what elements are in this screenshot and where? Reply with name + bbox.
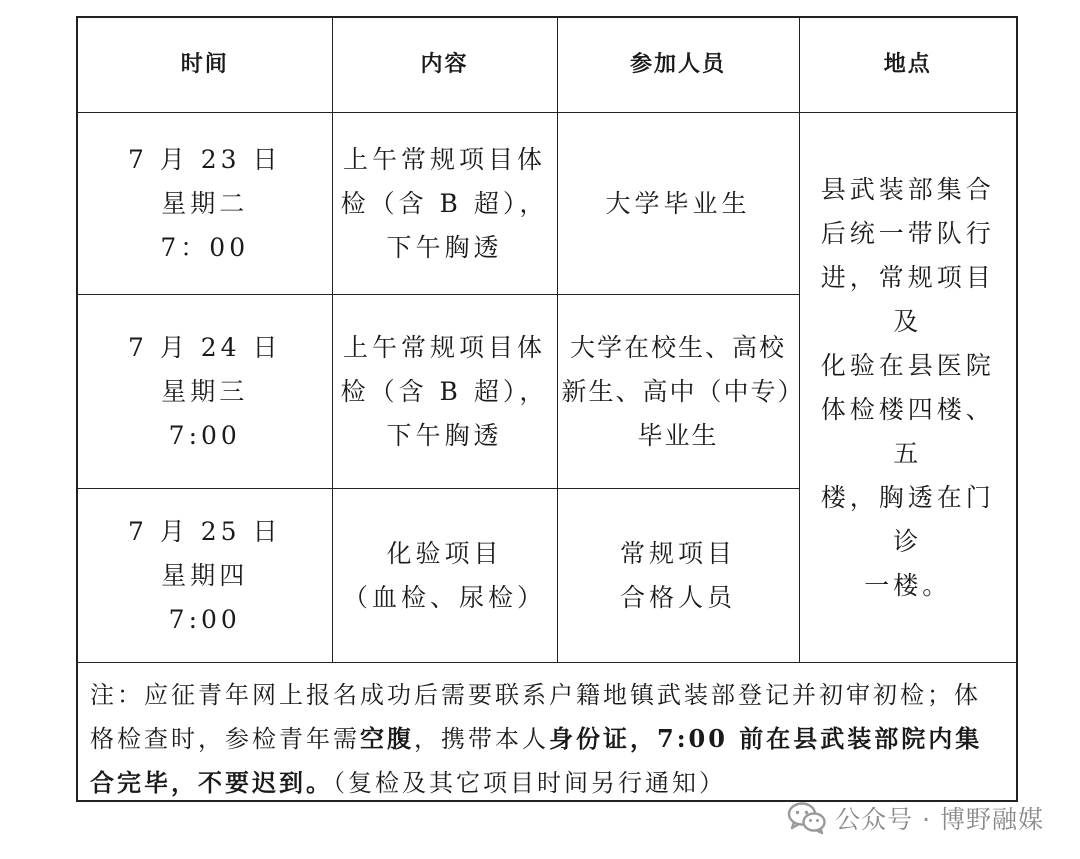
participants-line: 大学毕业生 [605, 188, 751, 218]
location-line: 县武装部集合 [820, 174, 995, 204]
participants-line: 合格人员 [619, 582, 736, 612]
participants-line: 新生、高中（中专） [561, 376, 805, 406]
content-line: 化验项目 [386, 538, 503, 568]
content-line: 上午常规项目体 [342, 144, 546, 174]
time-cell [78, 113, 332, 295]
participants-cell [557, 295, 805, 489]
header-participants: 参加人员 [557, 18, 799, 113]
content-cell [332, 489, 557, 663]
schedule-document [76, 16, 1018, 802]
content-line: 上午常规项目体 [342, 332, 546, 362]
note-text: （复检及其它项目时间另行通知） [333, 769, 726, 797]
weekday-text: 星期四 [161, 560, 249, 590]
date-text: 7 月 23 日 [127, 144, 282, 174]
participants-cell [557, 113, 799, 295]
schedule-table [78, 18, 1016, 663]
content-cell [332, 113, 557, 295]
table-row [78, 113, 1016, 295]
location-line: 楼，胸透在门诊 [820, 482, 995, 556]
note-text: ，携带本人 [414, 725, 549, 753]
content-line: （血检、尿检） [342, 582, 546, 612]
note-paragraph [78, 664, 1016, 800]
header-location: 地点 [799, 18, 1016, 113]
location-line: 后统一带队行 [820, 218, 995, 248]
note-emphasis-id-card: 身份证，7:00 前在县武装部院内集合完毕，不要迟到。 [90, 724, 983, 797]
note-text: 注：应征青年网上报名成功后需要联系户籍地镇武装部登记并初审初检；体格检查时，参检青年需 [90, 681, 981, 753]
content-line: 检（含 B 超）， [340, 376, 549, 406]
participants-line: 大学在校生、高校 [569, 332, 786, 362]
wechat-icon [787, 801, 827, 835]
table-header-row [78, 18, 1016, 113]
participants-line: 常规项目 [619, 538, 736, 568]
clock-text: 7:00 [168, 604, 241, 634]
watermark [787, 798, 1044, 838]
location-line: 体检楼四楼、五 [820, 394, 995, 468]
content-line: 下午胸透 [386, 420, 503, 450]
watermark-text: 公众号 · 博野融媒 [835, 805, 1044, 834]
header-content: 内容 [332, 18, 557, 113]
note-emphasis-fasting: 空腹 [360, 724, 414, 753]
weekday-text: 星期三 [161, 376, 249, 406]
participants-line: 毕业生 [637, 420, 719, 450]
time-cell [78, 489, 332, 663]
header-time: 时间 [78, 18, 332, 113]
location-line: 化验在县医院 [820, 350, 995, 380]
location-line: 进，常规项目及 [820, 262, 995, 336]
location-line: 一楼。 [864, 570, 952, 600]
participants-cell [557, 489, 799, 663]
date-text: 7 月 24 日 [127, 332, 282, 362]
time-cell [78, 295, 332, 489]
clock-text: 7:00 [168, 420, 241, 450]
content-line: 下午胸透 [386, 232, 503, 262]
clock-text: 7：00 [160, 232, 250, 262]
location-cell [799, 113, 1016, 663]
date-text: 7 月 25 日 [127, 516, 282, 546]
content-line: 检（含 B 超）， [340, 188, 549, 218]
weekday-text: 星期二 [161, 188, 249, 218]
content-cell [332, 295, 557, 489]
